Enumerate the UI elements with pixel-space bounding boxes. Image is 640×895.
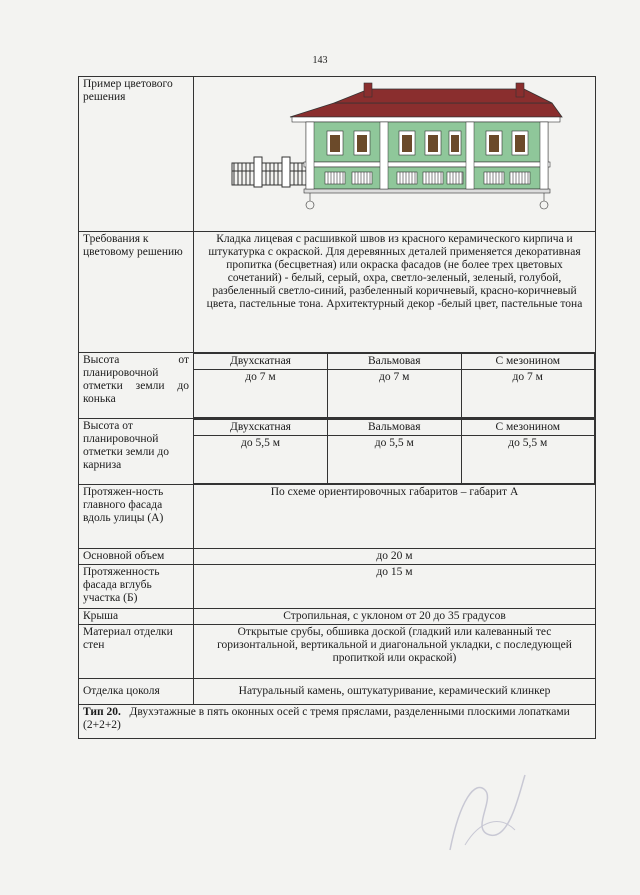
roof-type-header: Вальмовая [328,354,462,370]
row-label-roof: Крыша [79,609,194,625]
requirements-table [78,76,596,739]
facade-length-text: По схеме ориентировочных габаритов – габарит А [194,485,596,549]
building-illustration-cell [194,77,596,232]
row-label-walls: Материал отделки стен [79,625,194,679]
roof-type-header: Двухскатная [194,354,328,370]
roof-type-header: С мезонином [461,420,595,436]
row-label-plinth: Отделка цоколя [79,679,194,705]
plinth-text: Натуральный камень, оштукатуривание, керамический клинкер [194,679,596,705]
walls-text: Открытые срубы, обшивка доской (гладкий или калеванный тес горизонтальной, вертикальной и диагональной укладки, с последующей пропиткой или окраской) [194,625,596,679]
type-text: Двухэтажные в пять оконных осей с тремя пряслами, разделенными плоскими лопатками (2+2+2) [83,706,570,731]
type-label: Тип 20. [83,706,121,718]
height-value: до 5,5 м [194,436,328,484]
height-value: до 5,5 м [328,436,462,484]
height-cornice-cell [194,419,596,485]
signature-mark [430,760,540,860]
row-label-depth: Протяженность фасада вглубь участка (Б) [79,565,194,609]
height-value: до 7 м [328,370,462,418]
height-value: до 5,5 м [461,436,595,484]
roof-type-header: С мезонином [461,354,595,370]
height-value: до 7 м [194,370,328,418]
row-label-main-volume: Основной объем [79,549,194,565]
page-number: 143 [312,55,328,66]
row-label-height-ridge: Высота от планировочной отметки земли до конька [79,353,194,419]
building-illustration [194,77,602,227]
height-ridge-cell [194,353,596,419]
depth-text: до 15 м [194,565,596,609]
row-label-height-cornice: Высота от планировочной отметки земли до карниза [79,419,194,485]
row-label-example: Пример цветового решения [79,77,194,232]
type-description [79,705,596,739]
roof-text: Стропильная, с уклоном от 20 до 35 градусов [194,609,596,625]
main-volume-text: до 20 м [194,549,596,565]
color-requirements-text: Кладка лицевая с расшивкой швов из красного керамического кирпича и штукатурка с окраской. Для деревянных деталей применяется декоративная пропитка (бесцветная) или окраска фасадов (не более трех цветовых сочетаний) - белый, серый, охра, светло-зеленый, зеленый, голубой, разбеленный светло-синий, разбеленный коричневый, красно-коричневый цвета, пастельные тона. Архитектурный декор -белый цвет, пастельные тона [194,232,596,353]
height-value: до 7 м [461,370,595,418]
roof [290,103,562,117]
roof-type-header: Вальмовая [328,420,462,436]
row-label-facade-length: Протяжен-ность главного фасада вдоль улицы (А) [79,485,194,549]
row-label-color: Требования к цветовому решению [79,232,194,353]
roof-type-header: Двухскатная [194,420,328,436]
